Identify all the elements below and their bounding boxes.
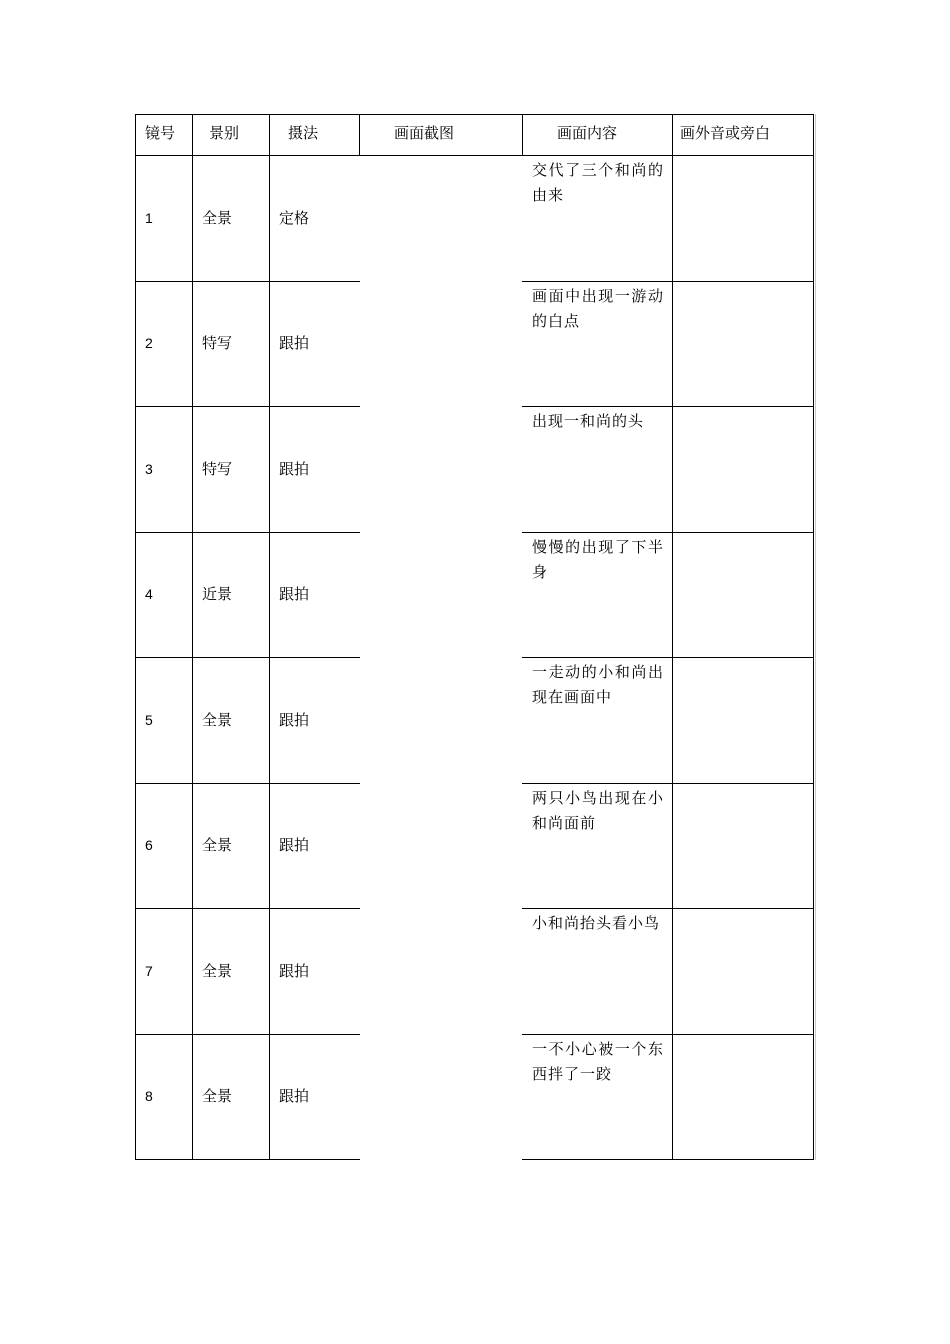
shot-size-cell: 全景 [202, 1087, 233, 1105]
camera-technique-cell: 跟拍 [279, 334, 310, 352]
row-divider-left [135, 783, 360, 784]
row-divider-left [135, 532, 360, 533]
camera-technique-cell: 跟拍 [279, 711, 310, 729]
camera-technique-cell: 定格 [279, 209, 310, 227]
shot-number-cell: 5 [145, 712, 153, 728]
shot-size-cell: 全景 [202, 962, 233, 980]
frame-content-cell: 两只小鸟出现在小和尚面前 [532, 789, 664, 832]
shot-number-cell: 8 [145, 1088, 153, 1104]
row-divider-left [135, 908, 360, 909]
frame-content-cell: 交代了三个和尚的由来 [532, 161, 664, 204]
row-divider-left [135, 1034, 360, 1035]
shot-number-cell: 3 [145, 461, 153, 477]
row-divider-left [135, 281, 360, 282]
header-shot-number: 镜号 [145, 124, 176, 142]
header-frame-capture: 画面截图 [394, 124, 455, 142]
camera-technique-cell: 跟拍 [279, 962, 310, 980]
shot-size-cell: 全景 [202, 836, 233, 854]
row-divider-right [522, 406, 814, 407]
shot-number-cell: 6 [145, 837, 153, 853]
camera-technique-cell: 跟拍 [279, 1087, 310, 1105]
shot-size-cell: 特写 [202, 334, 233, 352]
column-divider [192, 114, 193, 1160]
shot-size-cell: 全景 [202, 209, 233, 227]
column-divider [522, 114, 523, 156]
column-divider [672, 114, 673, 1160]
shot-size-cell: 全景 [202, 711, 233, 729]
frame-content-cell: 画面中出现一游动的白点 [532, 287, 664, 330]
row-divider-right [522, 532, 814, 533]
row-divider-left [135, 1159, 360, 1160]
row-divider-right [522, 657, 814, 658]
header-offscreen-audio: 画外音或旁白 [680, 124, 771, 142]
row-divider-left [135, 657, 360, 658]
frame-content-cell: 出现一和尚的头 [532, 412, 645, 430]
table-right-shadow [815, 114, 816, 1160]
row-divider-right [522, 783, 814, 784]
header-frame-content: 画面内容 [557, 124, 618, 142]
header-shot-size: 景别 [209, 124, 240, 142]
shot-number-cell: 1 [145, 210, 153, 226]
row-divider-right [522, 1159, 814, 1160]
shot-size-cell: 近景 [202, 585, 233, 603]
row-divider-right [522, 1034, 814, 1035]
frame-content-cell: 一不小心被一个东西拌了一跤 [532, 1040, 664, 1083]
camera-technique-cell: 跟拍 [279, 585, 310, 603]
header-bottom-border [135, 155, 814, 156]
table-right-border [813, 114, 814, 1160]
column-divider [359, 114, 360, 156]
shot-number-cell: 7 [145, 963, 153, 979]
row-divider-left [135, 406, 360, 407]
row-divider-right [522, 908, 814, 909]
frame-content-cell: 慢慢的出现了下半身 [532, 538, 664, 581]
row-divider-right [522, 281, 814, 282]
table-top-border [135, 114, 814, 115]
camera-technique-cell: 跟拍 [279, 836, 310, 854]
shot-size-cell: 特写 [202, 460, 233, 478]
shot-number-cell: 2 [145, 335, 153, 351]
frame-content-cell: 一走动的小和尚出现在画面中 [532, 663, 664, 706]
header-camera-technique: 摄法 [288, 124, 319, 142]
frame-content-cell: 小和尚抬头看小鸟 [532, 914, 661, 932]
storyboard-table [135, 114, 815, 1159]
shot-number-cell: 4 [145, 586, 153, 602]
camera-technique-cell: 跟拍 [279, 460, 310, 478]
column-divider [269, 114, 270, 1160]
table-left-border [135, 114, 136, 1160]
